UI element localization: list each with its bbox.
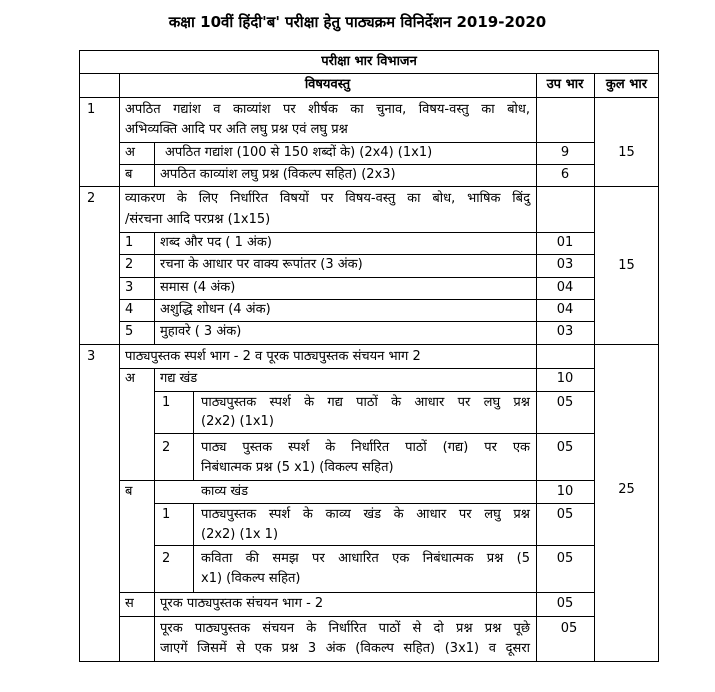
row-text: (2x2) (1x1) xyxy=(201,414,274,429)
row-weight: 05 xyxy=(556,440,574,455)
row-text: x1) (विकल्प सहित) xyxy=(201,571,301,586)
row-label: 4 xyxy=(125,302,134,317)
header-total-weight: कुल भार xyxy=(605,77,648,92)
row-divider xyxy=(79,344,659,345)
page-title: कक्षा 10वीं हिंदी'ब' परीक्षा हेतु पाठ्यक्रम विनिर्देशन 2019-2020 xyxy=(168,13,547,31)
row-label: अ xyxy=(125,145,135,160)
row-text: पूरक पाठ्यपुस्तक संचयन के निर्धारित पाठों से दो प्रश्न प्रश्न पूछे xyxy=(160,621,530,636)
row-weight: 05 xyxy=(556,596,574,611)
section-number: 2 xyxy=(87,191,96,206)
row-label: ब xyxy=(125,167,133,182)
row-weight: 9 xyxy=(560,145,570,160)
row-label: 3 xyxy=(125,280,134,295)
row-weight: 04 xyxy=(556,302,574,317)
column-divider xyxy=(154,368,155,662)
row-label: 1 xyxy=(162,507,171,522)
row-weight: 04 xyxy=(556,280,574,295)
row-text: पाठ्यपुस्तक स्पर्श के काव्य खंड के आधार पर लघु प्रश्न xyxy=(201,507,530,522)
row-label: अ xyxy=(125,371,135,386)
row-text: निबंधात्मक प्रश्न (5 x1) (विकल्प सहित) xyxy=(201,460,394,475)
row-weight: 05 xyxy=(556,507,574,522)
row-divider xyxy=(119,616,594,617)
row-label: स xyxy=(125,596,134,611)
section-number: 1 xyxy=(87,102,96,117)
row-text: अशुद्धि शोधन (4 अंक) xyxy=(160,302,271,317)
row-divider xyxy=(154,433,594,434)
row-text: काव्य खंड xyxy=(201,484,249,499)
section-description: पाठ्यपुस्तक स्पर्श भाग - 2 व पूरक पाठ्यपुस्तक संचयन भाग 2 xyxy=(125,349,421,364)
row-text: शब्द और पद ( 1 अंक) xyxy=(160,235,272,250)
header-content: विषयवस्तु xyxy=(304,77,351,92)
row-label: 2 xyxy=(162,440,171,455)
row-text: पाठ्य पुस्तक स्पर्श के निर्धारित पाठों (गद्य) पर एक xyxy=(201,440,530,455)
row-divider xyxy=(154,391,594,392)
row-text: कविता की समझ पर आधारित एक निबंधात्मक प्रश्न (5 xyxy=(201,551,530,566)
table-caption: परीक्षा भार विभाजन xyxy=(321,54,417,69)
section-description: अपठित गद्यांश व काव्यांश पर शीर्षक का चुनाव, विषय-वस्तु का बोध, xyxy=(125,102,530,117)
row-text: पाठ्यपुस्तक स्पर्श के गद्य पाठों के आधार पर लघु प्रश्न xyxy=(201,395,530,410)
row-label: 1 xyxy=(125,235,134,250)
row-weight: 6 xyxy=(560,167,570,182)
section-description: व्याकरण के लिए निर्धारित विषयों पर विषय-वस्तु का बोध, भाषिक बिंदु xyxy=(125,191,530,206)
row-text: अपठित काव्यांश लघु प्रश्न (विकल्प सहित) (2x3) xyxy=(160,167,396,182)
row-divider xyxy=(119,592,594,593)
section-total: 15 xyxy=(618,258,635,273)
row-weight: 01 xyxy=(556,235,574,250)
row-divider xyxy=(79,73,659,74)
section-description: /संरचना आदि परप्रश्न (1x15) xyxy=(125,212,271,227)
row-label: 5 xyxy=(125,324,134,339)
column-divider xyxy=(193,391,194,480)
section-number: 3 xyxy=(87,349,96,364)
section-description: अभिव्यक्ति आदि पर अति लघु प्रश्न एवं लघु प्रश्न xyxy=(125,122,348,137)
row-divider xyxy=(154,503,594,504)
row-divider xyxy=(79,186,659,187)
row-divider xyxy=(119,480,594,481)
row-divider xyxy=(79,97,659,98)
section-total: 25 xyxy=(618,482,635,497)
row-weight: 05 xyxy=(560,621,578,636)
row-weight: 10 xyxy=(556,484,574,499)
row-label: 1 xyxy=(162,395,171,410)
row-weight: 05 xyxy=(556,551,574,566)
row-weight: 03 xyxy=(556,257,574,272)
column-divider xyxy=(154,232,155,344)
row-label: 2 xyxy=(125,257,134,272)
header-sub-weight: उप भार xyxy=(546,77,584,92)
row-weight: 10 xyxy=(556,371,574,386)
row-text: गद्य खंड xyxy=(160,371,198,386)
row-divider xyxy=(154,545,594,546)
row-weight: 03 xyxy=(556,324,574,339)
row-label: ब xyxy=(125,484,133,499)
column-divider xyxy=(154,142,155,186)
row-text: जाएगें जिसमें से एक प्रश्न 3 अंक (विकल्प सहित) (3x1) व दूसरा xyxy=(160,641,530,656)
row-text: मुहावरे ( 3 अंक) xyxy=(160,324,242,339)
row-text: अपठित गद्यांश (100 से 150 शब्दों के) (2x4) (1x1) xyxy=(165,145,433,160)
row-text: (2x2) (1x 1) xyxy=(201,527,279,542)
section-total: 15 xyxy=(618,145,635,160)
row-text: समास (4 अंक) xyxy=(160,280,236,295)
row-label: 2 xyxy=(162,551,171,566)
column-divider xyxy=(119,73,120,662)
row-text: रचना के आधार पर वाक्य रूपांतर (3 अंक) xyxy=(160,257,363,272)
row-weight: 05 xyxy=(556,395,574,410)
column-divider xyxy=(193,503,194,592)
row-text: पूरक पाठ्यपुस्तक संचयन भाग - 2 xyxy=(160,596,324,611)
